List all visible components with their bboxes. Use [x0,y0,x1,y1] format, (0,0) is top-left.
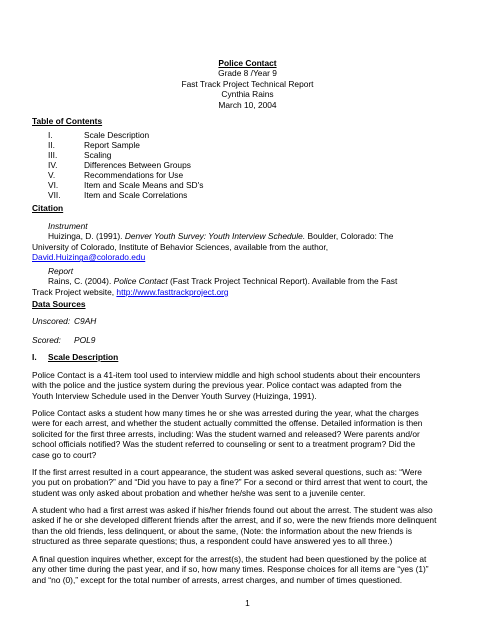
toc-item[interactable]: VII. Item and Scale Correlations [48,190,188,200]
table-of-contents [48,130,203,200]
report-line-2: Track Project website, http://www.fasttrackproject.org [32,286,229,297]
scored-row [32,335,464,345]
toc-item[interactable]: IV. Differences Between Groups [48,160,191,170]
toc-item[interactable]: II. Report Sample [48,140,140,150]
toc-item[interactable]: VI. Item and Scale Means and SD's [48,180,204,190]
section-1-paragraph-1: Police Contact is a 41-item tool used to interview middle and high school students about their encounters with the police and the justice system during the previous year. Police contact was adapted from the Youth Interview Schedule used in the Denver Youth Survey (Huizinga, 1991). [32,370,421,401]
toc-item[interactable]: V. Recommendations for Use [48,170,184,180]
citation-report [32,266,464,297]
unscored-row [32,316,464,326]
scored-label: Scored: [32,335,61,345]
instrument-line-2: University of Colorado, Institute of Behavior Sciences, available from the author, [32,241,329,252]
section-1-paragraph-4: A student who had a first arrest was asked if his/her friends found out about the arrest. The student was also asked if he or she developed different friends after the arrest, and if so, were the new friends more delinquent than the old friends, less delinquent, or about the same, (Note: the information about the new friends is structured as three separate questions; thus, a respondent could have answered yes to all three.) [32,505,437,547]
section-1-paragraph-2: Police Contact asks a student how many times he or she was arrested during the year, what the charges were for each arrest, and whether the student actually committed the offense. Detailed information is then solicited for the first three arrests, including: Was the student warned and released? Were parents and/or school officials notified? Was the student referred to counseling or sent to a treatment program? Did the case go to court? [32,408,423,460]
section-1-paragraph-5: A final question inquires whether, except for the arrest(s), the student had been questioned by the police at any other time during the past year, and if so, how many times. Response choices for all items are “yes (1)” and “no (0),” except for the total number of arrests, arrest charges, and number of times questioned. [32,554,429,585]
report-line-1: Rains, C. (2004). Police Contact (Fast Track Project Technical Report). Available from the Fast [48,276,398,287]
scored-value: POL9 [74,335,96,345]
page-number: 1 [245,598,250,608]
report-type: Fast Track Project Technical Report [181,78,314,89]
section-1-paragraph-3: If the first arrest resulted in a court appearance, the student was asked several questions, such as: “Were you put on probation?” and “Did you have to pay a fine?” For a second or third arrest that went to court, the student was only asked about probation and whether he/she was sent to a juvenile center. [32,467,428,498]
unscored-label: Unscored: [32,316,71,326]
data-sources-heading: Data Sources [32,299,86,309]
citation-heading: Citation [32,203,64,213]
unscored-value: C9AH [74,316,97,326]
report-date: March 10, 2004 [218,99,277,110]
report-title: Police Contact [218,58,277,68]
report-header [0,58,495,110]
section-1-heading: I. Scale Description [32,352,119,362]
author-email-link[interactable]: David.Huizinga@colorado.edu [32,252,146,263]
report-grade: Grade 8 /Year 9 [218,68,277,79]
website-link[interactable]: http://www.fasttrackproject.org [116,286,229,297]
toc-item[interactable]: I. Scale Description [48,130,150,140]
report-label: Report [48,266,74,276]
instrument-line-1: Huizinga, D. (1991). Denver Youth Survey: Youth Interview Schedule. Boulder, Colorado: The [48,231,394,242]
instrument-label: Instrument [48,221,88,231]
toc-heading: Table of Contents [32,116,103,126]
toc-item[interactable]: III. Scaling [48,150,112,160]
citation-instrument [32,221,464,263]
report-author: Cynthia Rains [221,89,274,100]
